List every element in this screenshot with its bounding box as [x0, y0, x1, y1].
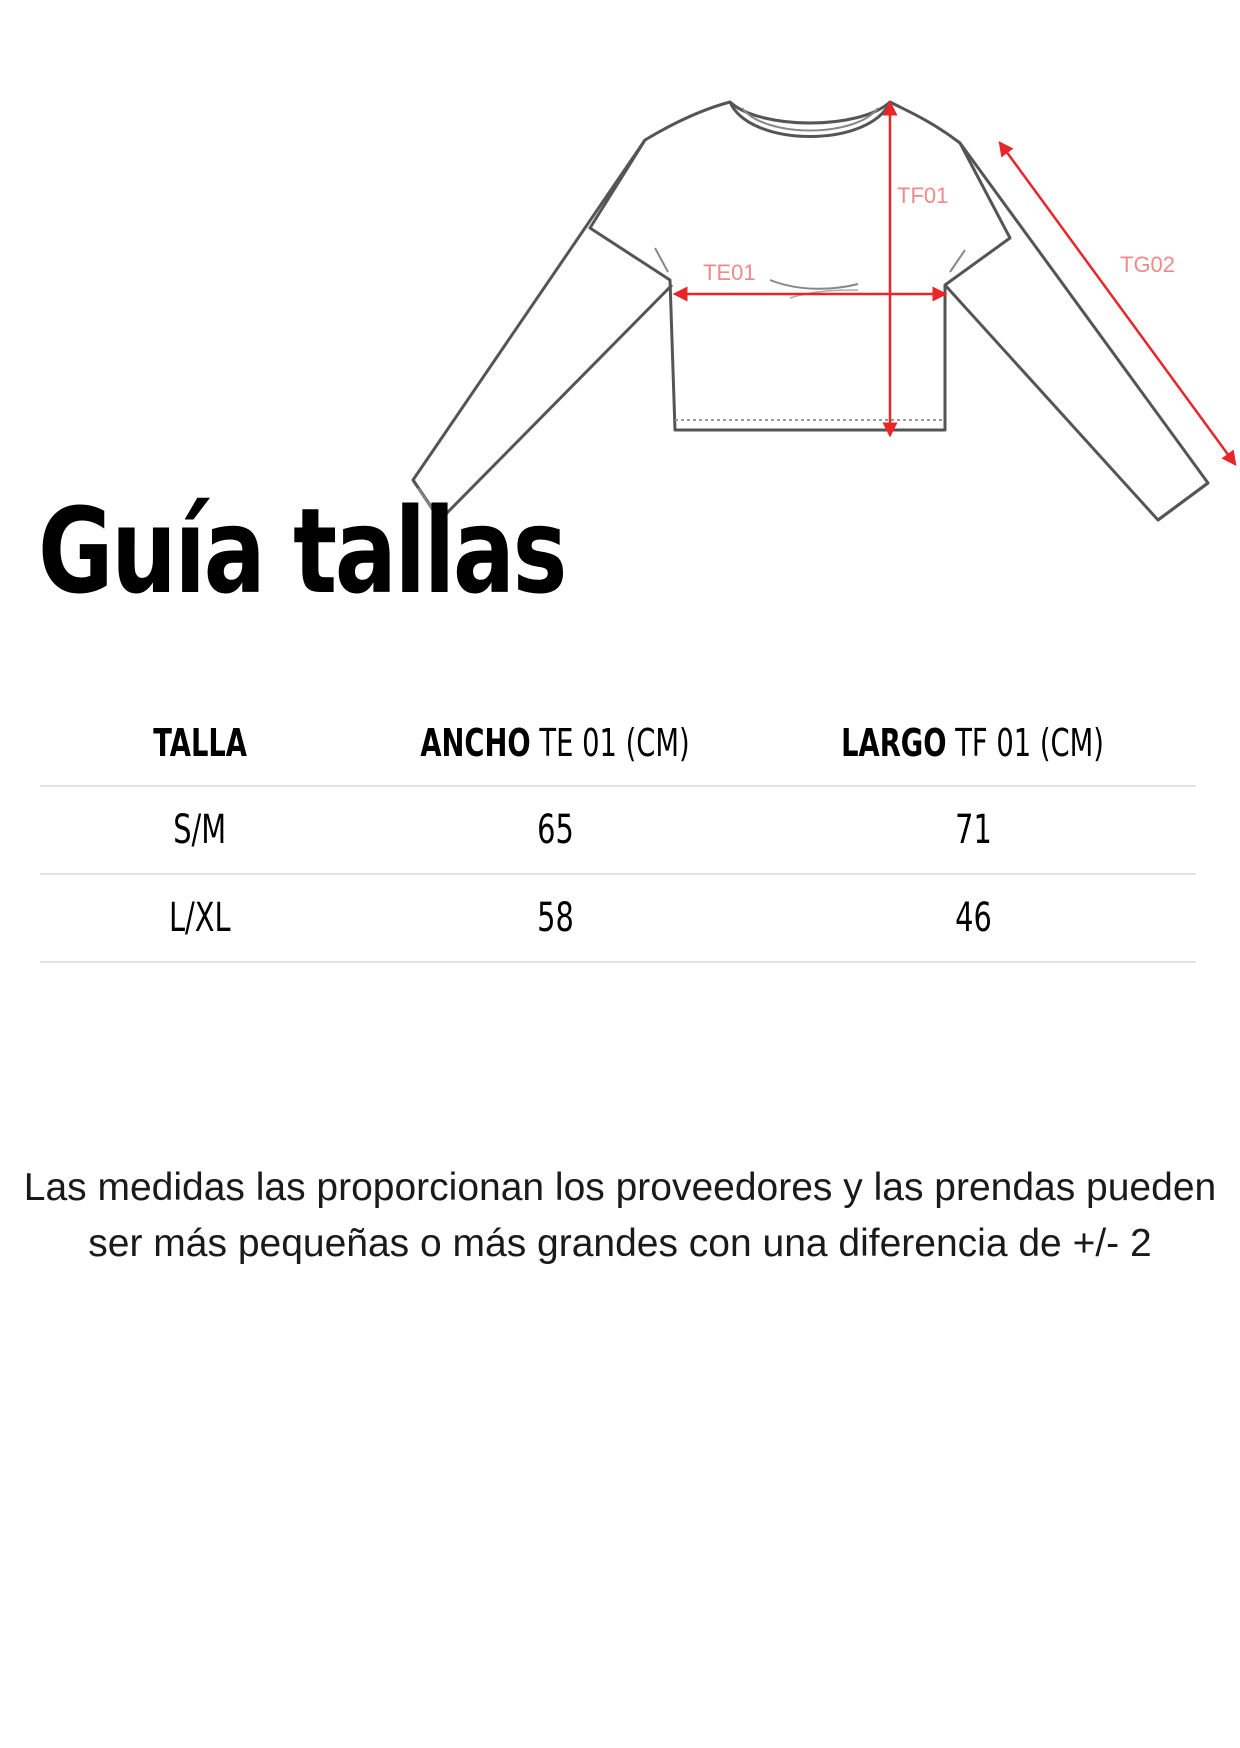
tf01-label: TF01	[897, 183, 949, 208]
cell-talla: S/M	[40, 786, 360, 874]
header-largo-rest: TF 01 (CM)	[955, 720, 1105, 765]
header-ancho-bold: ANCHO	[420, 720, 531, 765]
cell-largo: 46	[750, 874, 1196, 962]
sweater-diagram	[400, 90, 1240, 550]
tg02-label: TG02	[1120, 252, 1176, 277]
table-header-row	[40, 700, 1196, 786]
cell-ancho: 58	[360, 874, 750, 962]
disclaimer-note: Las medidas las proporcionan los proveedores y las prendas pueden ser más pequeñas o más grandes con una diferencia de +/- 2	[23, 1166, 1217, 1265]
cell-talla: L/XL	[40, 874, 360, 962]
cell-ancho: 65	[360, 786, 750, 874]
header-ancho	[360, 700, 750, 786]
table-row	[40, 874, 1196, 962]
table-row	[40, 786, 1196, 874]
header-talla: TALLA	[40, 700, 360, 786]
cell-largo: 71	[750, 786, 1196, 874]
header-largo	[750, 700, 1196, 786]
header-largo-bold: LARGO	[841, 720, 947, 765]
te01-label: TE01	[703, 260, 756, 285]
page-title: Guía tallas	[38, 482, 566, 620]
sweater-drawing	[400, 90, 1240, 550]
header-ancho-rest: TE 01 (CM)	[539, 720, 690, 765]
size-table	[40, 700, 1196, 963]
